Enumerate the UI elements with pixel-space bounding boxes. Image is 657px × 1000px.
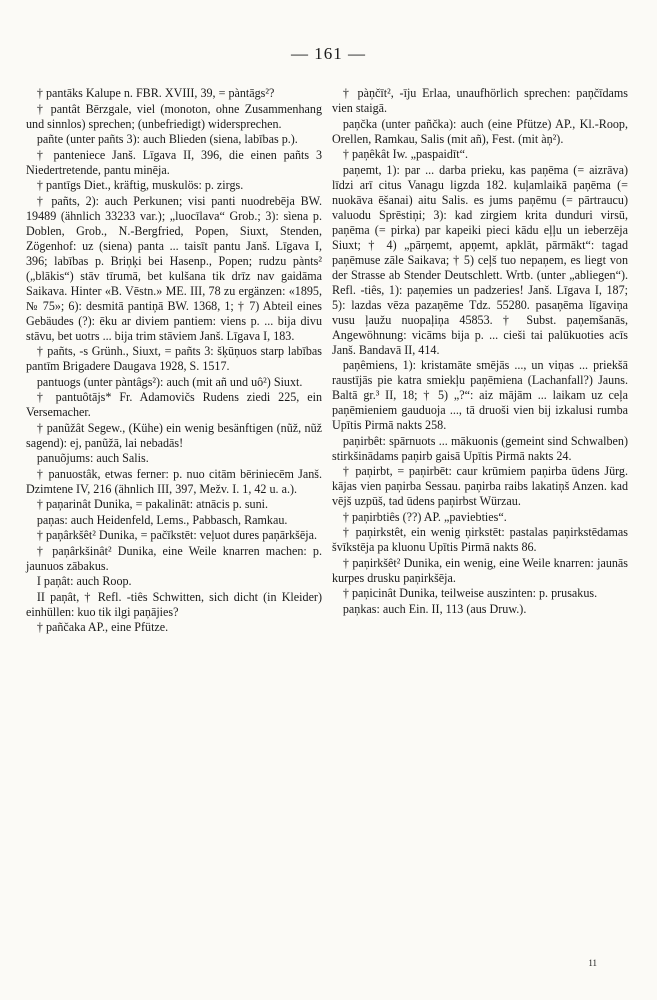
dictionary-entry: † pàņčīt², -īju Erlaa, unaufhörlich sprechen: paņčīdams vien staigā. [332,86,628,115]
dictionary-entry: † paņirbt, = paņirbēt: caur krūmiem paņirba ūdens Jürg. kājas vien paņirba Sessau. paņirba raibs lakatiņš Anzen. kad vējš uzpūš, tad ūdens paņirbst Würzau. [332,464,628,508]
dictionary-entry: paņčka (unter pañčka): auch (eine Pfütze) AP., Kl.-Roop, Orellen, Ramkau, Salis (mit añ), Fest. (mit àņ²). [332,116,628,146]
left-column [26,86,322,636]
dictionary-entry: † pantīgs Diet., kräftig, muskulös: p. zirgs. [36,178,244,192]
dictionary-entry: † panuostâk, etwas ferner: p. nuo citām bēriniecēm Janš. Dzimtene IV, 216 (ähnlich III, 397, Mežv. I. 1, 42 u. a.). [26,466,322,496]
dictionary-entry: † panũžât Segew., (Kühe) ein wenig besänftigen (nũž, nũž sagend): ej, panũžā, lai nebadās! [26,420,322,450]
signature-mark: 11 [588,958,597,968]
dictionary-entry: † paņirkšêt² Dunika, ein wenig, eine Weile knarren: jaunās kurpes drusku paņirkšēja. [332,555,628,585]
dictionary-entry: † pantât Bērzgale, viel (monoton, ohne Zusammenhang und sinnlos) sprechen; (unbefriedigt) widersprechen. [26,101,322,131]
dictionary-entry: pañte (unter pañts 3): auch Blieden (siena, labības p.). [36,132,298,146]
dictionary-entry: panuõjums: auch Salis. [36,451,149,465]
dictionary-entry: II paņât, † Refl. -tiês Schwitten, sich dicht (in Kleider) einhüllen: kuo tik ilgi paņājies? [26,589,322,619]
dictionary-entry: † paņirkstêt, ein wenig ņirkstēt: pastalas paņirkstēdamas švīkstēja pa kluonu Upītis Pirmā nakts 86. [332,525,628,554]
dictionary-entry: paņirbêt: spārnuots ... mākuonis (gemeint sind Schwalben) stirkšinādams paņirb gaisā Upītis Pirmā nakts 24. [332,433,628,463]
dictionary-entry: † pantāks Kalupe n. FBR. XVIII, 39, = pàntāgs²? [36,86,275,100]
dictionary-entry: † pañts, -s Grünh., Siuxt, = pañts 3: šķūņuos starp labības pantīm Brigadere Daugava 1928, S. 1517. [26,344,322,373]
dictionary-entry: paņemt, 1): par ... darba prieku, kas paņēma (= aizrāva) līdzi arī citus Vanagu ligzda 182. kuļamlaikā paņēma (= nuokāva ēšanai) aitu Salis. es jums paņēmu (= pārtraucu) valuodu Sprēstiņi; 3): kad zirgiem krita dunduri virsū, paņēma (= pirka) par kapeiki pieci kādu eļļu un ieberzēja Siuxt; † 4) „pārņemt, apņemt, apklāt, pārmākt“: tagad paņēmuse zāle Saikava; † 5) ceļš tuo nepaņem, es liegt von der Strasse ab Stender Deutschlett. Wrtb. (unter „abliegen“). Refl. -tiês, 1): paņemies un padzeries! Janš. Līgava I, 187; 5): lazdas vēza pazaņēme Tdz. 55280. pasaņēma līgaviņa vusu ļaužu nuopaļiņa 45853. † Subst. paņemšanās, Angewöhnung: vicāms bija p. ... cieši tai palūkuoties acīs Janš. Bandavā II, 414. [332,162,628,357]
page-number: — 161 — [291,44,366,63]
dictionary-entry: † paņârkšêt² Dunika, = pačīkstēt: veļuot dures paņārkšēja. [36,528,317,542]
right-column [332,86,628,617]
dictionary-entry: † pañčaka AP., eine Pfütze. [36,620,169,634]
dictionary-entry: † pantuôtājs* Fr. Adamovičs Rudens ziedi 225, ein Versemacher. [26,390,322,419]
dictionary-entry: paņas: auch Heidenfeld, Lems., Pabbasch, Ramkau. [36,512,288,527]
dictionary-entry: † paņârkšinât² Dunika, eine Weile knarren machen: p. jaunuos zābakus. [26,543,322,573]
dictionary-entry: I paņât: auch Roop. [36,574,132,588]
dictionary-entry: pantuogs (unter pàntâgs²): auch (mit añ und uô²) Siuxt. [36,374,303,389]
dictionary-entry: † paņirbtiês (??) AP. „paviebties“. [342,509,507,524]
dictionary-entry: † paņicinât Dunika, teilweise auszinten: p. prusakus. [342,586,598,600]
dictionary-entry: † paņêkât Iw. „paspaidīt“. [342,147,469,161]
dictionary-entry: † paņarinât Dunika, = pakalināt: atnācis p. suni. [36,497,269,511]
dictionary-entry: † panteniece Janš. Līgava II, 396, die einen pañts 3 Niedertretende, pantu minēja. [26,147,322,177]
dictionary-entry: paņêmiens, 1): kristamāte smējās ..., un viņas ... priekšā raustījās pie katra smiekļu paņēmiena (Lachanfall?) Jauns. Baltā gr.³ II, 18; † 5) „?“: aiz mājām ... laikam uz ceļa paņēmieniem gauduoja ..., tā druoši vien bij izkalusi rumba Upītis Pirmā nakts 258. [332,358,628,432]
dictionary-entry: paņkas: auch Ein. II, 113 (aus Druw.). [342,601,527,616]
dictionary-entry: † pañts, 2): auch Perkunen; visi panti nuodrebēja BW. 19489 (ähnlich 33233 var.); „luocīlava“ Grob.; 3): sìena p. Doblen, Grob., N.-Bergfried, Popen, Siuxt, Stenden, Zögenhof: uz (siena) panta ... taisīt pantu Janš. Līgava I, 396; labības p. Briņķi bei Hasenp., Popen; rudzu pànts² („blākis“) stāv tīrumā, bet kulšana tik drīz nav gaidāma Saikava. Hinter «B. Vēstn.» ME. III, 78 zu ergänzen: «1895, № 75»; 6): desmitā pantiņā BW. 1368, 1; † 7) Abteil eines Gebäudes (?): ēku ar diviem pantiem: viens p. ... bija divu stāvu, bet uotrs ... bija trim stāviem Janš. Līgava I, 183. [26,193,322,343]
